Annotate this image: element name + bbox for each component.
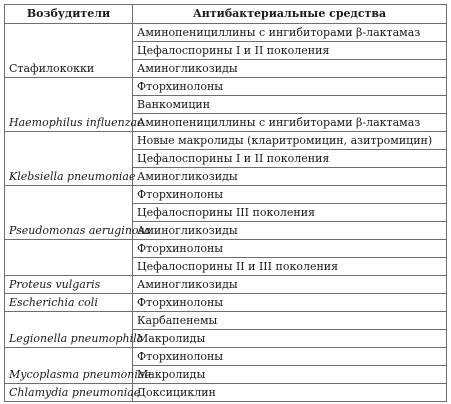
- pathogen-cell: [5, 240, 133, 258]
- drug-cell: Аминогликозиды: [133, 276, 447, 294]
- drug-cell: Фторхинолоны: [133, 348, 447, 366]
- drug-cell: Цефалоспорины III поколения: [133, 204, 447, 222]
- table-row: [5, 276, 447, 294]
- pathogen-cell: Proteus vulgaris: [5, 276, 133, 294]
- pathogen-cell: Haemophilus influenzae: [5, 114, 133, 132]
- table-row: [5, 366, 447, 384]
- pathogen-cell: [5, 348, 133, 366]
- drug-cell: Аминогликозиды: [133, 168, 447, 186]
- pathogen-cell: [5, 78, 133, 96]
- pathogen-cell: [5, 204, 133, 222]
- drug-cell: Цефалоспорины II и III поколения: [133, 258, 447, 276]
- table-row: [5, 330, 447, 348]
- table-row: [5, 24, 447, 42]
- header-pathogens: Возбудители: [5, 5, 133, 24]
- drug-cell: Аминопенициллины с ингибиторами β-лактамаз: [133, 114, 447, 132]
- header-antibacterials: Антибактериальные средства: [133, 5, 447, 24]
- document-page: [4, 4, 446, 402]
- table-row: [5, 258, 447, 276]
- table-row: [5, 312, 447, 330]
- pathogen-cell: Legionella pneumophila: [5, 330, 133, 348]
- table-row: [5, 348, 447, 366]
- drug-cell: Фторхинолоны: [133, 294, 447, 312]
- pathogen-cell: Mycoplasma pneumoniae: [5, 366, 133, 384]
- pathogen-cell: [5, 258, 133, 276]
- drug-cell: Макролиды: [133, 366, 447, 384]
- drug-cell: Доксициклин: [133, 384, 447, 402]
- drug-cell: Карбапенемы: [133, 312, 447, 330]
- table-row: [5, 96, 447, 114]
- pathogen-cell: [5, 312, 133, 330]
- table-row: [5, 114, 447, 132]
- drug-cell: Аминогликозиды: [133, 60, 447, 78]
- drug-cell: Фторхинолоны: [133, 240, 447, 258]
- pathogen-cell: Chlamydia pneumoniae: [5, 384, 133, 402]
- pathogen-cell: Klebsiella pneumoniae: [5, 168, 133, 186]
- pathogen-cell: [5, 150, 133, 168]
- table-row: [5, 294, 447, 312]
- table-row: [5, 384, 447, 402]
- table-row: [5, 132, 447, 150]
- table-row: [5, 240, 447, 258]
- drug-cell: Фторхинолоны: [133, 78, 447, 96]
- table-row: [5, 168, 447, 186]
- drug-cell: Макролиды: [133, 330, 447, 348]
- pathogen-cell: [5, 96, 133, 114]
- pathogen-cell: [5, 24, 133, 42]
- table-row: [5, 60, 447, 78]
- pathogen-antibiotic-table: [4, 4, 447, 402]
- drug-cell: Аминогликозиды: [133, 222, 447, 240]
- drug-cell: Цефалоспорины I и II поколения: [133, 42, 447, 60]
- table-header-row: [5, 5, 447, 24]
- drug-cell: Ванкомицин: [133, 96, 447, 114]
- drug-cell: Аминопенициллины с ингибиторами β-лактамаз: [133, 24, 447, 42]
- table-row: [5, 150, 447, 168]
- pathogen-cell: Escherichia coli: [5, 294, 133, 312]
- drug-cell: Цефалоспорины I и II поколения: [133, 150, 447, 168]
- drug-cell: Новые макролиды (кларитромицин, азитромицин): [133, 132, 447, 150]
- table-row: [5, 204, 447, 222]
- pathogen-cell: [5, 42, 133, 60]
- table-row: [5, 186, 447, 204]
- drug-cell: Фторхинолоны: [133, 186, 447, 204]
- pathogen-cell: Стафилококки: [5, 60, 133, 78]
- pathogen-cell: [5, 132, 133, 150]
- table-row: [5, 222, 447, 240]
- pathogen-cell: Pseudomonas aeruginosa: [5, 222, 133, 240]
- table-row: [5, 78, 447, 96]
- pathogen-cell: [5, 186, 133, 204]
- table-row: [5, 42, 447, 60]
